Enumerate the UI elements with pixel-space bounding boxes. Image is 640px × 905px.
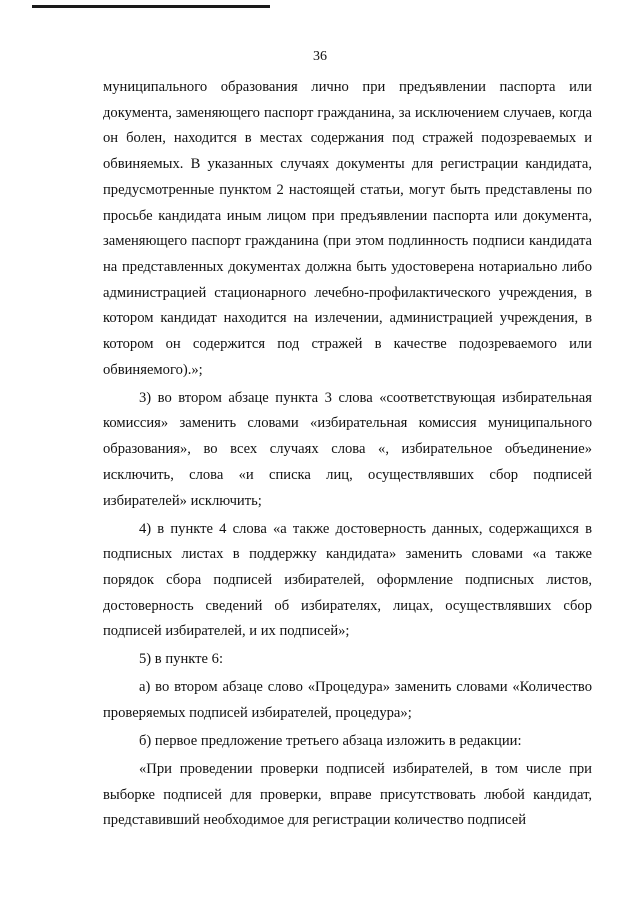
paragraph-continuation: муниципального образования лично при предъявлении паспорта или документа, заменяющего паспорт гражданина, за исключением случаев, когда он болен, находится в местах содержания под стражей подозреваемых и обвиняемых. В указанных случаях документы для регистрации кандидата, предусмотренные пунктом 2 настоящей статьи, могут быть представлены по просьбе кандидата иным лицом при предъявлении паспорта или документа, заменяющего паспорт гражданина (при этом подлинность подписи кандидата на представленных документах должна быть удостоверена нотариально либо администрацией стационарного лечебно-профилактического учреждения, в котором кандидат находится на излечении, администрацией учреждения, в котором он содержится под стражей в качестве подозреваемого или обвиняемого).»; bbox=[103, 79, 592, 378]
paragraph-item-5: 5) в пункте 6: bbox=[139, 651, 224, 668]
paragraph-quote: «При проведении проверки подписей избирателей, в том числе при выборке подписей для проверки, вправе присутствовать любой кандидат, представивший необходимое для регистрации количество подписей bbox=[103, 761, 592, 829]
page-number: 36 bbox=[313, 49, 327, 64]
paragraph-item-3: 3) во втором абзаце пункта 3 слова «соответствующая избирательная комиссия» заменить словами «избирательная комиссия муниципального образования», во всех случаях слова «, избирательное объединение» исключить, слова «и списка лиц, осуществлявших сбор подписей избирателей» исключить; bbox=[103, 389, 592, 509]
paragraph-item-5a: а) во втором абзаце слово «Процедура» заменить словами «Количество проверяемых подписей избирателей, процедура»; bbox=[103, 679, 592, 722]
paragraph-item-4: 4) в пункте 4 слова «а также достоверность данных, содержащихся в подписных листах в поддержку кандидата» заменить словами «а также порядок сбора подписей избирателей, оформление подписных листов, достоверность сведений об избирателях, лицах, осуществлявших сбор подписей избирателей, и их подписей»; bbox=[103, 520, 592, 640]
header-rule bbox=[32, 5, 270, 8]
document-body bbox=[103, 75, 592, 834]
paragraph-item-5b: б) первое предложение третьего абзаца изложить в редакции: bbox=[139, 733, 522, 750]
